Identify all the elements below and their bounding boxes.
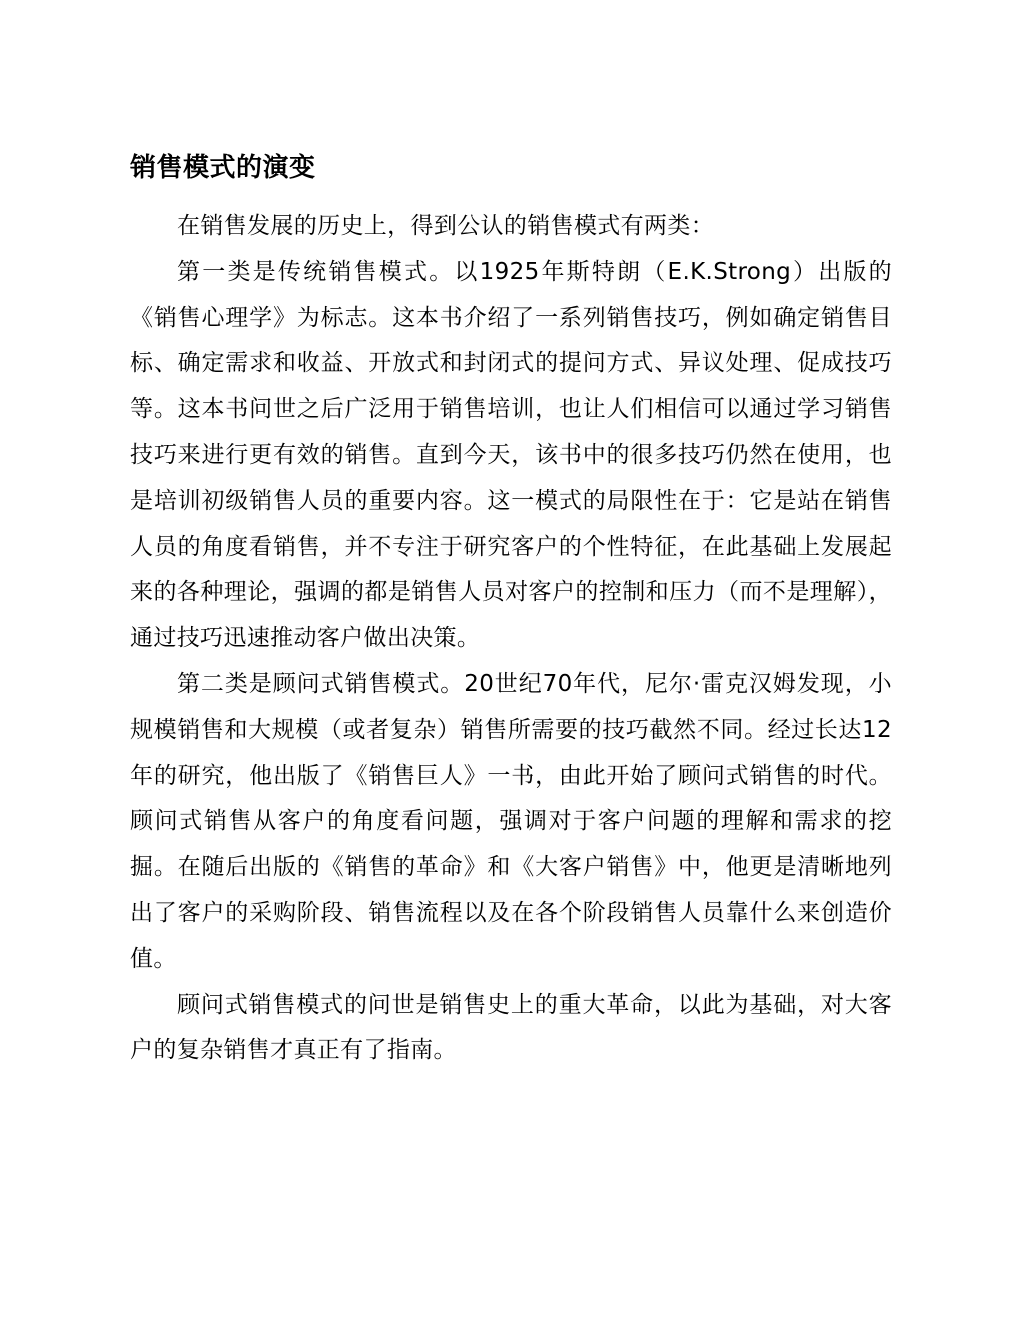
paragraph-consultative-selling: 第二类是顾问式销售模式。20世纪70年代，尼尔·雷克汉姆发现，小规模销售和大规模（或者复杂）销售所需要的技巧截然不同。经过长达12年的研究，他出版了《销售巨人》一书，由此开始了顾问式销售的时代。顾问式销售从客户的角度看问题，强调对于客户问题的理解和需求的挖掘。在随后出版的《销售的革命》和《大客户销售》中，他更是清晰地列出了客户的采购阶段、销售流程以及在各个阶段销售人员靠什么来创造价值。 <box>130 670 892 972</box>
document-page <box>130 148 892 1074</box>
paragraph-traditional-selling: 第一类是传统销售模式。以1925年斯特朗（E.K.Strong）出版的《销售心理学》为标志。这本书介绍了一系列销售技巧，例如确定销售目标、确定需求和收益、开放式和封闭式的提问方式、异议处理、促成技巧等。这本书问世之后广泛用于销售培训，也让人们相信可以通过学习销售技巧来进行更有效的销售。直到今天，该书中的很多技巧仍然在使用，也是培训初级销售人员的重要内容。这一模式的局限性在于：它是站在销售人员的角度看销售，并不专注于研究客户的个性特征，在此基础上发展起来的各种理论，强调的都是销售人员对客户的控制和压力（而不是理解），通过技巧迅速推动客户做出决策。 <box>130 258 892 652</box>
document-title: 销售模式的演变 <box>130 153 316 183</box>
paragraph-intro: 在销售发展的历史上，得到公认的销售模式有两类： <box>177 213 715 239</box>
paragraph-conclusion: 顾问式销售模式的问世是销售史上的重大革命，以此为基础，对大客户的复杂销售才真正有了指南。 <box>130 991 892 1064</box>
